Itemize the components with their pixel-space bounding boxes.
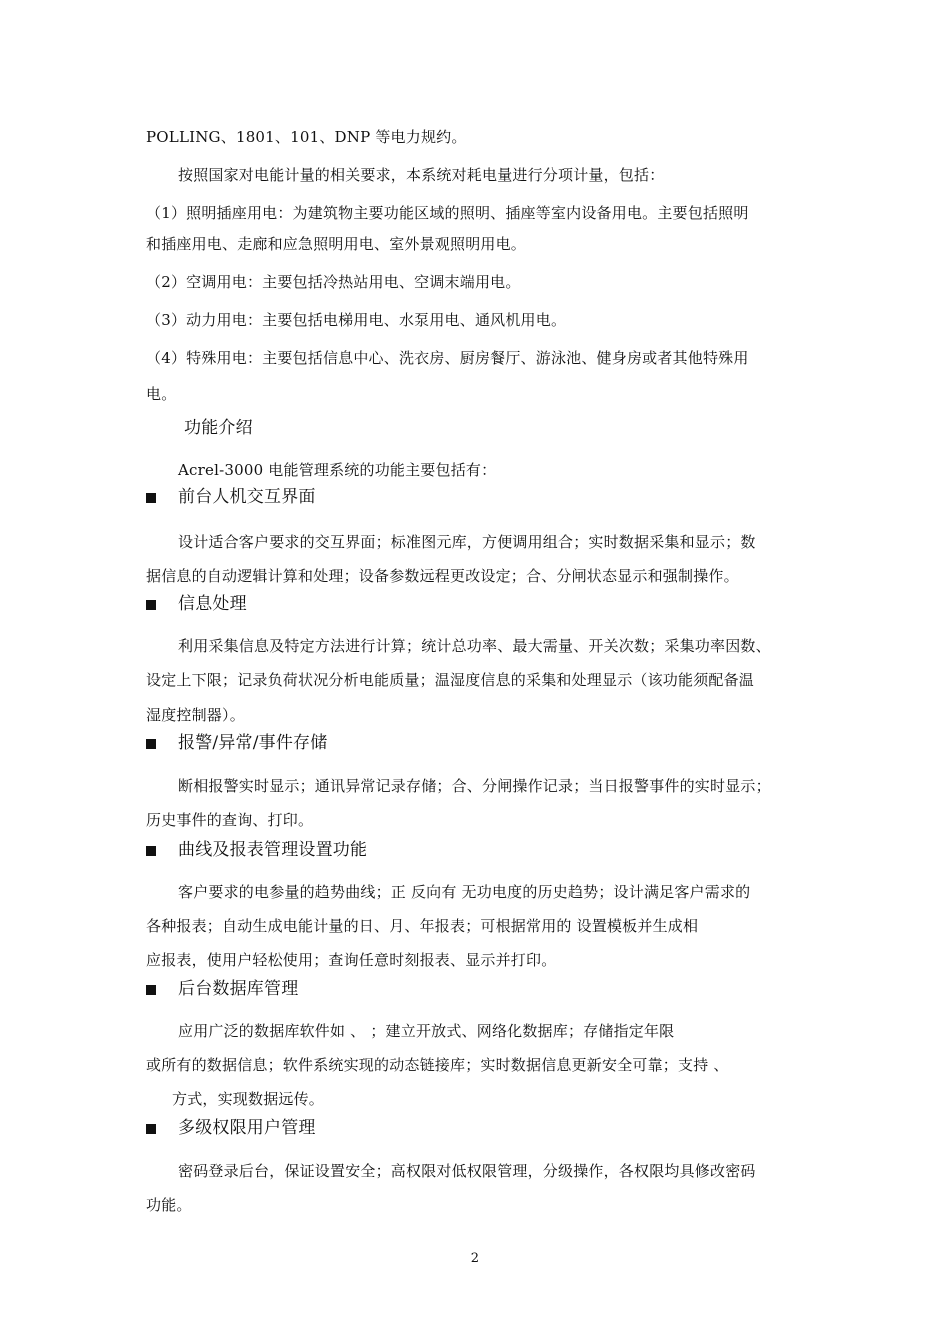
item-1-line-1: （1）照明插座用电：为建筑物主要功能区域的照明、插座等室内设备用电。主要包括照明 xyxy=(146,204,749,222)
feature-text-line: 客户要求的电参量的趋势曲线；正 反向有 无功电度的历史趋势；设计满足客户需求的 xyxy=(178,883,751,901)
feature-text-line: 应用广泛的数据库软件如 、 ；建立开放式、网络化数据库；存储指定年限 xyxy=(178,1022,675,1040)
bullet-icon xyxy=(146,985,156,995)
metering-intro: 按照国家对电能计量的相关要求，本系统对耗电量进行分项计量，包括： xyxy=(178,166,665,184)
feature-heading: 后台数据库管理 xyxy=(178,979,299,999)
feature-heading: 前台人机交互界面 xyxy=(178,487,316,507)
feature-heading: 曲线及报表管理设置功能 xyxy=(178,840,368,860)
item-1-line-2: 和插座用电、走廊和应急照明用电、室外景观照明用电。 xyxy=(146,235,527,253)
bullet-icon xyxy=(146,846,156,856)
feature-text-line: 密码登录后台，保证设置安全；高权限对低权限管理，分级操作，各权限均具修改密码 xyxy=(178,1162,756,1180)
section-title: 功能介绍 xyxy=(184,418,253,438)
feature-text-line: 利用采集信息及特定方法进行计算；统计总功率、最大需量、开关次数；采集功率因数、 xyxy=(178,637,771,655)
item-4-line-1: （4）特殊用电：主要包括信息中心、洗衣房、厨房餐厅、游泳池、健身房或者其他特殊用 xyxy=(146,349,749,367)
item-2: （2）空调用电：主要包括冷热站用电、空调末端用电。 xyxy=(146,273,521,291)
page-number: 2 xyxy=(470,1251,480,1266)
feature-text-line: 设定上下限；记录负荷状况分析电能质量；温湿度信息的采集和处理显示（该功能须配备温 xyxy=(146,671,755,689)
bullet-icon xyxy=(146,739,156,749)
feature-text-line: 历史事件的查询、打印。 xyxy=(146,811,314,829)
section-lead: Acrel-3000 电能管理系统的功能主要包括有： xyxy=(178,461,497,479)
feature-text-line: 方式，实现数据远传。 xyxy=(172,1090,325,1108)
feature-text-line: 应报表，使用户轻松使用；查询任意时刻报表、显示并打印。 xyxy=(146,951,557,969)
feature-text-line: 或所有的数据信息；软件系统实现的动态链接库；实时数据信息更新安全可靠；支持 、 xyxy=(146,1056,729,1074)
feature-heading: 信息处理 xyxy=(178,594,247,614)
feature-heading: 报警/异常/事件存储 xyxy=(178,733,328,753)
feature-heading: 多级权限用户管理 xyxy=(178,1118,316,1138)
protocol-line: POLLING、1801、101、DNP 等电力规约。 xyxy=(146,128,467,146)
item-4-line-2: 电。 xyxy=(146,385,177,403)
bullet-icon xyxy=(146,1124,156,1134)
bullet-icon xyxy=(146,600,156,610)
feature-text-line: 断相报警实时显示；通讯异常记录存储；合、分闸操作记录；当日报警事件的实时显示； xyxy=(178,777,771,795)
feature-text-line: 各种报表；自动生成电能计量的日、月、年报表；可根据常用的 设置模板并生成相 xyxy=(146,917,699,935)
feature-text-line: 功能。 xyxy=(146,1196,192,1214)
feature-text-line: 设计适合客户要求的交互界面；标准图元库，方便调用组合；实时数据采集和显示；数 xyxy=(178,533,756,551)
bullet-icon xyxy=(146,493,156,503)
feature-text-line: 据信息的自动逻辑计算和处理；设备参数远程更改设定；合、分闸状态显示和强制操作。 xyxy=(146,567,739,585)
feature-text-line: 湿度控制器）。 xyxy=(146,706,245,724)
item-3: （3）动力用电：主要包括电梯用电、水泵用电、通风机用电。 xyxy=(146,311,567,329)
